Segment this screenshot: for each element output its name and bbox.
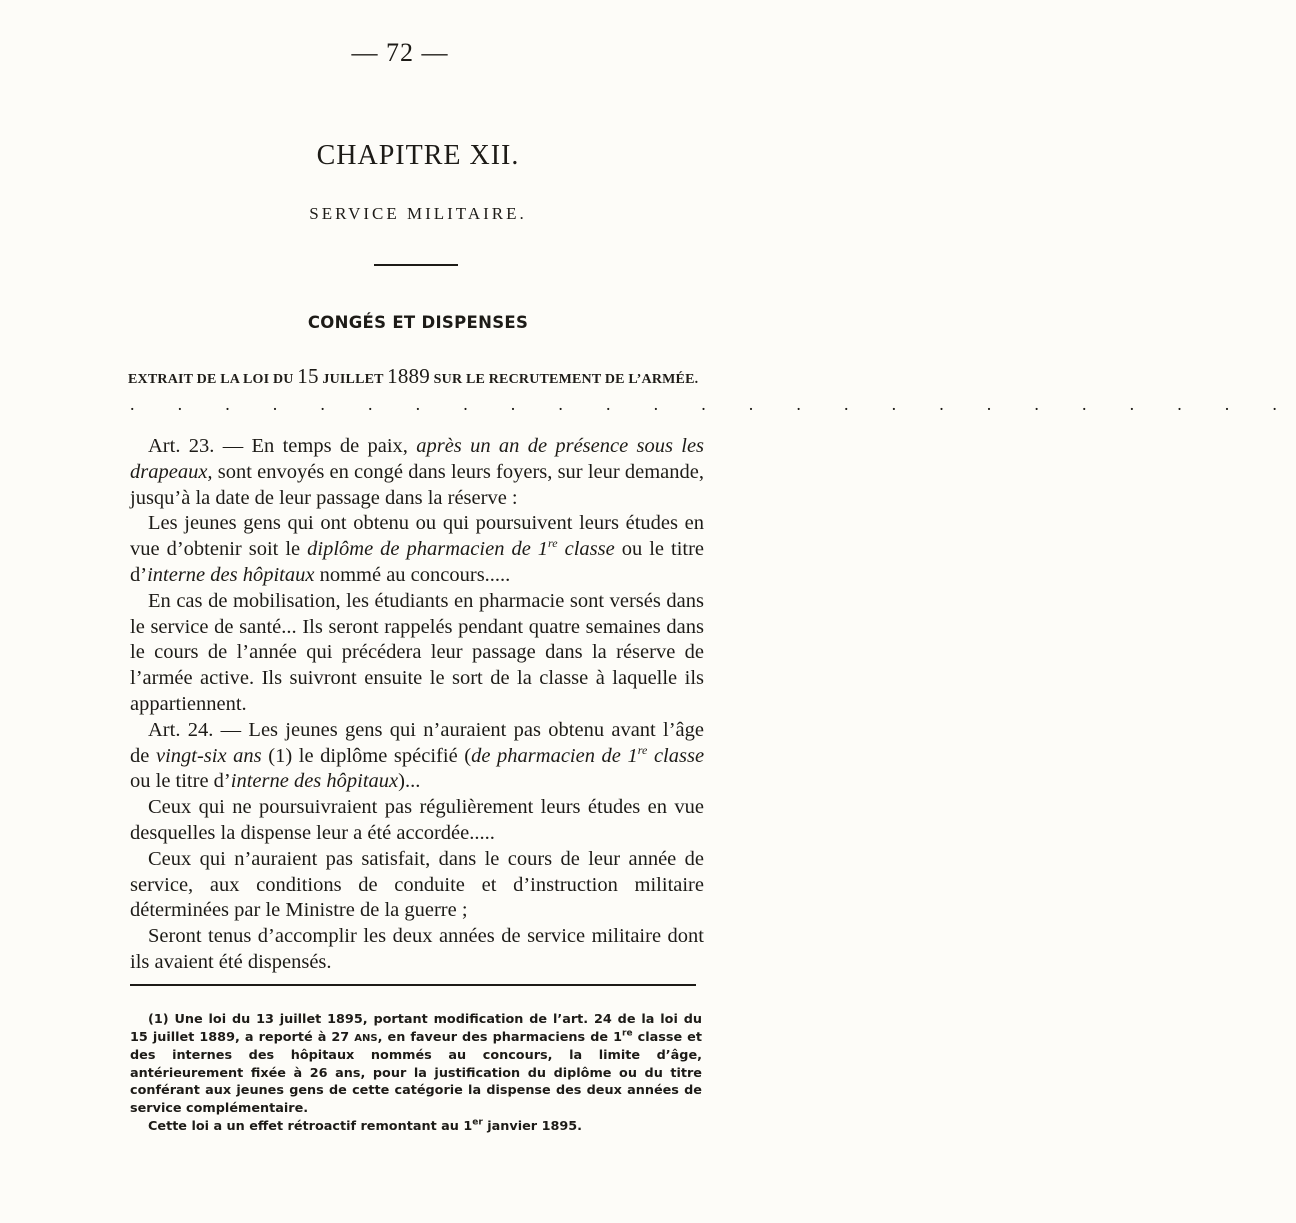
omission-dots: . . . . . . . . . . . . . . . . . . . . . . . . . (130, 394, 1296, 414)
article-23-emphasis: après un an de présence sous les drapeaux, (130, 435, 705, 483)
diploma-class: classe (653, 744, 705, 767)
article-23-text-cont: sont envoyés en congé dans leurs foyers, sur leur demande, jusqu’à la date de leur passage dans la réserve : (130, 460, 705, 509)
conduct-paragraph: Ceux qui n’auraient pas satisfait, dans le cours de leur année de service, aux conditions de conduite et d’instruction militaire déterminées par le Ministre de la guerre ; (130, 847, 704, 922)
subsection-title: CONGÉS ET DISPENSES (307, 313, 529, 332)
article-24-paragraph (130, 718, 704, 795)
extract-month: JUILLET (322, 372, 384, 387)
superscript: er (472, 1117, 483, 1128)
footnote-text: Cette loi a un effet rétroactif remontant au 1 (148, 1118, 473, 1134)
paragraph-text: Les jeunes gens qui ont obtenu ou qui poursuivent leurs études en vue d’obtenir soit le (130, 512, 704, 561)
intern-emphasis: interne des hôpitaux (230, 770, 399, 793)
body-text (130, 434, 704, 976)
footnote-divider (130, 984, 696, 986)
footnotes (130, 1011, 702, 1135)
chapter-title: CHAPITRE XII. (316, 140, 520, 171)
extract-text-end: SUR LE RECRUTEMENT DE L’ARMÉE. (433, 372, 699, 387)
service-obligation-paragraph: Seront tenus d’accomplir les deux années de service militaire dont ils avaient été dispensés. (130, 925, 704, 973)
paragraph-text: ou le titre d’ (130, 538, 705, 586)
section-title: SERVICE MILITAIRE. (309, 204, 527, 223)
article-23-text: — En temps de paix, (222, 435, 408, 457)
diploma-emphasis: de pharmacien de 1 (471, 744, 638, 767)
article-24-label: Art. 24. (148, 718, 214, 741)
article-24-text: ou le titre d’ (130, 770, 231, 793)
footnote-smallcaps: ANS (354, 1032, 378, 1044)
superscript: re (637, 742, 648, 757)
footnote-text: (1) Une loi du 13 juillet 1895, portant modification de l’art. 24 de la loi du 15 juillet 1889, a reporté à 27 (130, 1012, 702, 1045)
footnote-text: , en faveur des pharmaciens de 1 (377, 1029, 622, 1045)
footnote-text: janvier 1895. (487, 1118, 583, 1134)
paragraph-text: nommé au concours..... (319, 563, 511, 586)
footnote-text: classe et des internes des hôpitaux nommés au concours, la limite d’âge, antérieurement fixée à 26 ans, pour la justification du diplôme ou du titre conférant aux jeunes gens de cette catégorie la dispense des deux années de service complémentaire. (130, 1029, 702, 1116)
mobilisation-paragraph: En cas de mobilisation, les étudiants en pharmacie sont versés dans le service de santé... Ils seront rappelés pendant quatre semaines dans le cours de l’année qui précédera leur passage dans la réserve de l’armée active. Ils suivront ensuite le sort de la classe à laquelle ils appartiennent. (130, 589, 704, 715)
footnote-2 (130, 1118, 702, 1136)
article-23-label: Art. 23. (148, 435, 215, 457)
article-23-paragraph (130, 434, 704, 511)
superscript: re (548, 536, 558, 551)
extract-text-start: EXTRAIT DE LA LOI DU (128, 372, 294, 387)
article-24-text: — Les jeunes gens qui n’auraient pas obtenu avant l’âge de (130, 718, 704, 767)
extract-day: 15 (297, 364, 319, 388)
intern-emphasis: interne des hôpitaux (147, 563, 315, 586)
diploma-emphasis: diplôme de pharmacien de 1 (307, 538, 549, 561)
diploma-class: classe (564, 538, 615, 561)
page-number: — 72 — (351, 38, 449, 67)
superscript: re (622, 1028, 633, 1039)
article-24-text: )... (398, 770, 421, 793)
studies-paragraph: Ceux qui ne poursuivraient pas régulièrement leurs études en vue desquelles la dispense leur a été accordée..... (130, 796, 704, 844)
footnote-1 (130, 1011, 702, 1118)
article-24-text: (1) le diplôme spécifié ( (268, 744, 472, 767)
title-divider (374, 264, 458, 266)
pharmacy-students-paragraph (130, 511, 704, 588)
extract-year: 1889 (387, 364, 430, 388)
law-extract-heading (128, 364, 700, 389)
age-emphasis: vingt-six ans (155, 744, 262, 767)
